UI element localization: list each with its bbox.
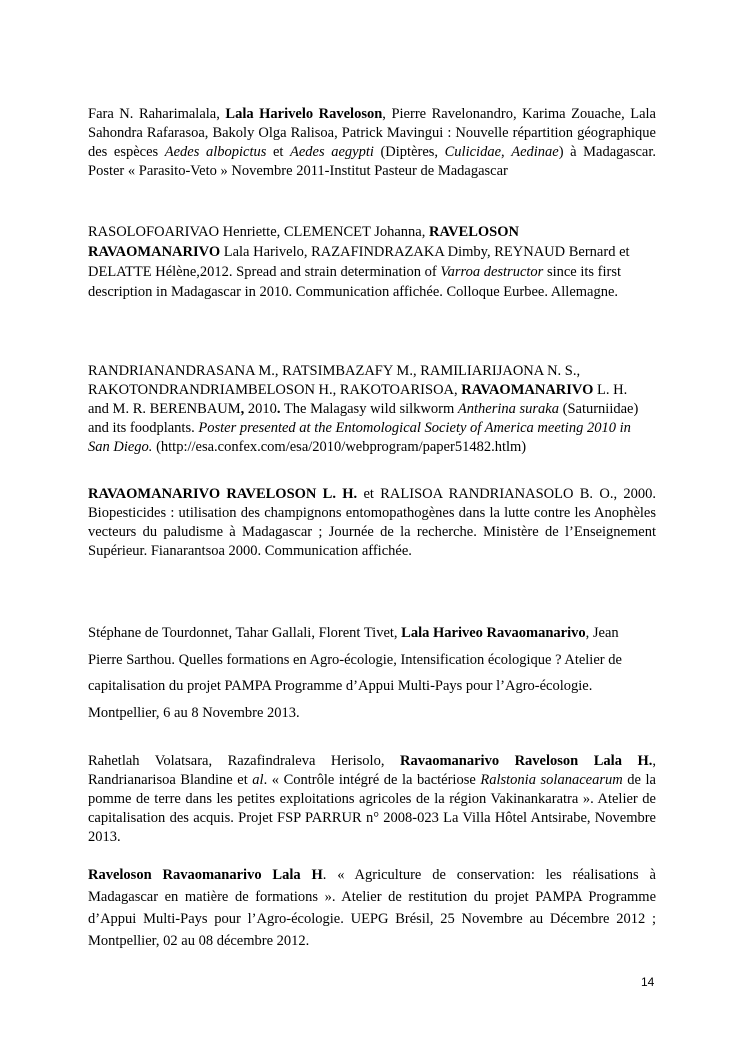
author-highlight: RAVELOSON RAVAOMANARIVO bbox=[88, 224, 519, 260]
text: RANDRIANANDRASANA M., RATSIMBAZAFY M., RAMILIARIJAONA N. S., RAKOTONDRANDRIAMBELOSON H., RAKOTOARISOA, bbox=[88, 363, 581, 398]
species-name: Aedes aegypti bbox=[290, 144, 374, 160]
text: Lala Harivelo, RAZAFINDRAZAKA Dimby, REYNAUD Bernard et DELATTE Hélène,2012. Spread and strain determination of bbox=[88, 244, 630, 280]
text: (Saturniidae) and its foodplants. bbox=[88, 401, 639, 436]
author-highlight: RAVAOMANARIVO RAVELOSON L. H. bbox=[88, 486, 358, 502]
text-bold: , bbox=[240, 401, 245, 417]
text: de la pomme de terre dans les petites exploitations agricoles de la région Vakinankaratra ». Atelier de capitalisation des acquis. Projet FSP PARRUR n° 2008-023 La Villa Hôtel Antsirabe, Novembre 2013. bbox=[88, 772, 656, 845]
text: . « Agriculture de conservation: les réalisations à Madagascar en matière de formations ». Atelier de restitution du projet PAMPA Programme d’Appui Multi-Pays pour l’Agro-écologie. UEPG Brésil, 25 Novembre au Décembre 2012 ; Montpellier, 02 au 08 décembre 2012. bbox=[88, 867, 656, 949]
reference-entry bbox=[88, 864, 656, 952]
text: (Diptères, bbox=[373, 144, 445, 160]
url-text: (http://esa.confex.com/esa/2010/webprogram/paper51482.htlm) bbox=[152, 439, 527, 455]
text: Stéphane de Tourdonnet, Tahar Gallali, Florent Tivet, bbox=[88, 625, 402, 641]
taxon-name: Culicidae bbox=[444, 144, 502, 160]
page-number: 14 bbox=[641, 975, 655, 989]
text: L. H. and M. R. BERENBAUM bbox=[88, 382, 628, 417]
author-highlight: Raveloson Ravaomanarivo Lala H bbox=[88, 867, 323, 883]
reference-entry bbox=[88, 105, 656, 181]
reference-entry bbox=[88, 362, 650, 457]
text: ) à Madagascar. Poster « Parasito-Veto » Novembre 2011-Institut Pasteur de Madagascar bbox=[88, 144, 657, 179]
species-name: Varroa destructor bbox=[440, 264, 544, 280]
reference-entry bbox=[88, 620, 650, 726]
reference-entry bbox=[88, 485, 656, 561]
taxon-name: Aedinae bbox=[511, 144, 559, 160]
author-highlight: Ravaomanarivo Raveloson Lala H. bbox=[399, 753, 653, 769]
text: , Randrianarisoa Blandine et bbox=[88, 753, 656, 788]
species-name: Antherina suraka bbox=[457, 401, 559, 417]
text: Fara N. Raharimalala, bbox=[88, 106, 226, 122]
reference-entry bbox=[88, 752, 656, 847]
author-highlight: RAVAOMANARIVO bbox=[461, 382, 594, 398]
text: . « Contrôle intégré de la bactériose bbox=[263, 772, 481, 788]
text: , bbox=[501, 144, 512, 160]
text: 2010 bbox=[244, 401, 277, 417]
text: RASOLOFOARIVAO Henriette, CLEMENCET Johanna, bbox=[88, 224, 429, 240]
author-highlight: Lala Harivelo Raveloson bbox=[225, 106, 383, 122]
author-highlight: Lala Hariveo Ravaomanarivo bbox=[401, 625, 586, 641]
text-bold: . bbox=[276, 401, 281, 417]
reference-entry bbox=[88, 222, 650, 302]
text: Rahetlah Volatsara, Razafindraleva Herisolo, bbox=[88, 753, 400, 769]
text: since its first description in Madagascar in 2010. Communication affichée. Colloque Eurbee. Allemagne. bbox=[88, 264, 622, 300]
text-italic: al bbox=[252, 772, 264, 788]
species-name: Aedes albopictus bbox=[164, 144, 267, 160]
species-name: Ralstonia solanacearum bbox=[480, 772, 623, 788]
venue-text: Poster presented at the Entomological Society of America meeting 2010 in San Diego. bbox=[88, 420, 631, 455]
text: et RALISOA RANDRIANASOLO B. O., 2000. Biopesticides : utilisation des champignons entomopathogènes dans la lutte contre les Anophèles vecteurs du paludisme à Madagascar ; Journée de la recherche. Ministère de l’Enseignement Supérieur. Fianarantsoa 2000. Communication affichée. bbox=[88, 486, 656, 559]
text: et bbox=[266, 144, 291, 160]
text: , Pierre Ravelonandro, Karima Zouache, Lala Sahondra Rafarasoa, Bakoly Olga Ralisoa, Patrick Mavingui : Nouvelle répartition géographique des espèces bbox=[88, 106, 656, 160]
text: , Jean Pierre Sarthou. Quelles formations en Agro-écologie, Intensification écologique ? Atelier de capitalisation du projet PAMPA Programme d’Appui Multi-Pays pour l’Agro-écologie. Montpellier, 6 au 8 Novembre 2013. bbox=[88, 625, 622, 721]
section-heading bbox=[110, 597, 678, 614]
text: The Malagasy wild silkworm bbox=[280, 401, 458, 417]
